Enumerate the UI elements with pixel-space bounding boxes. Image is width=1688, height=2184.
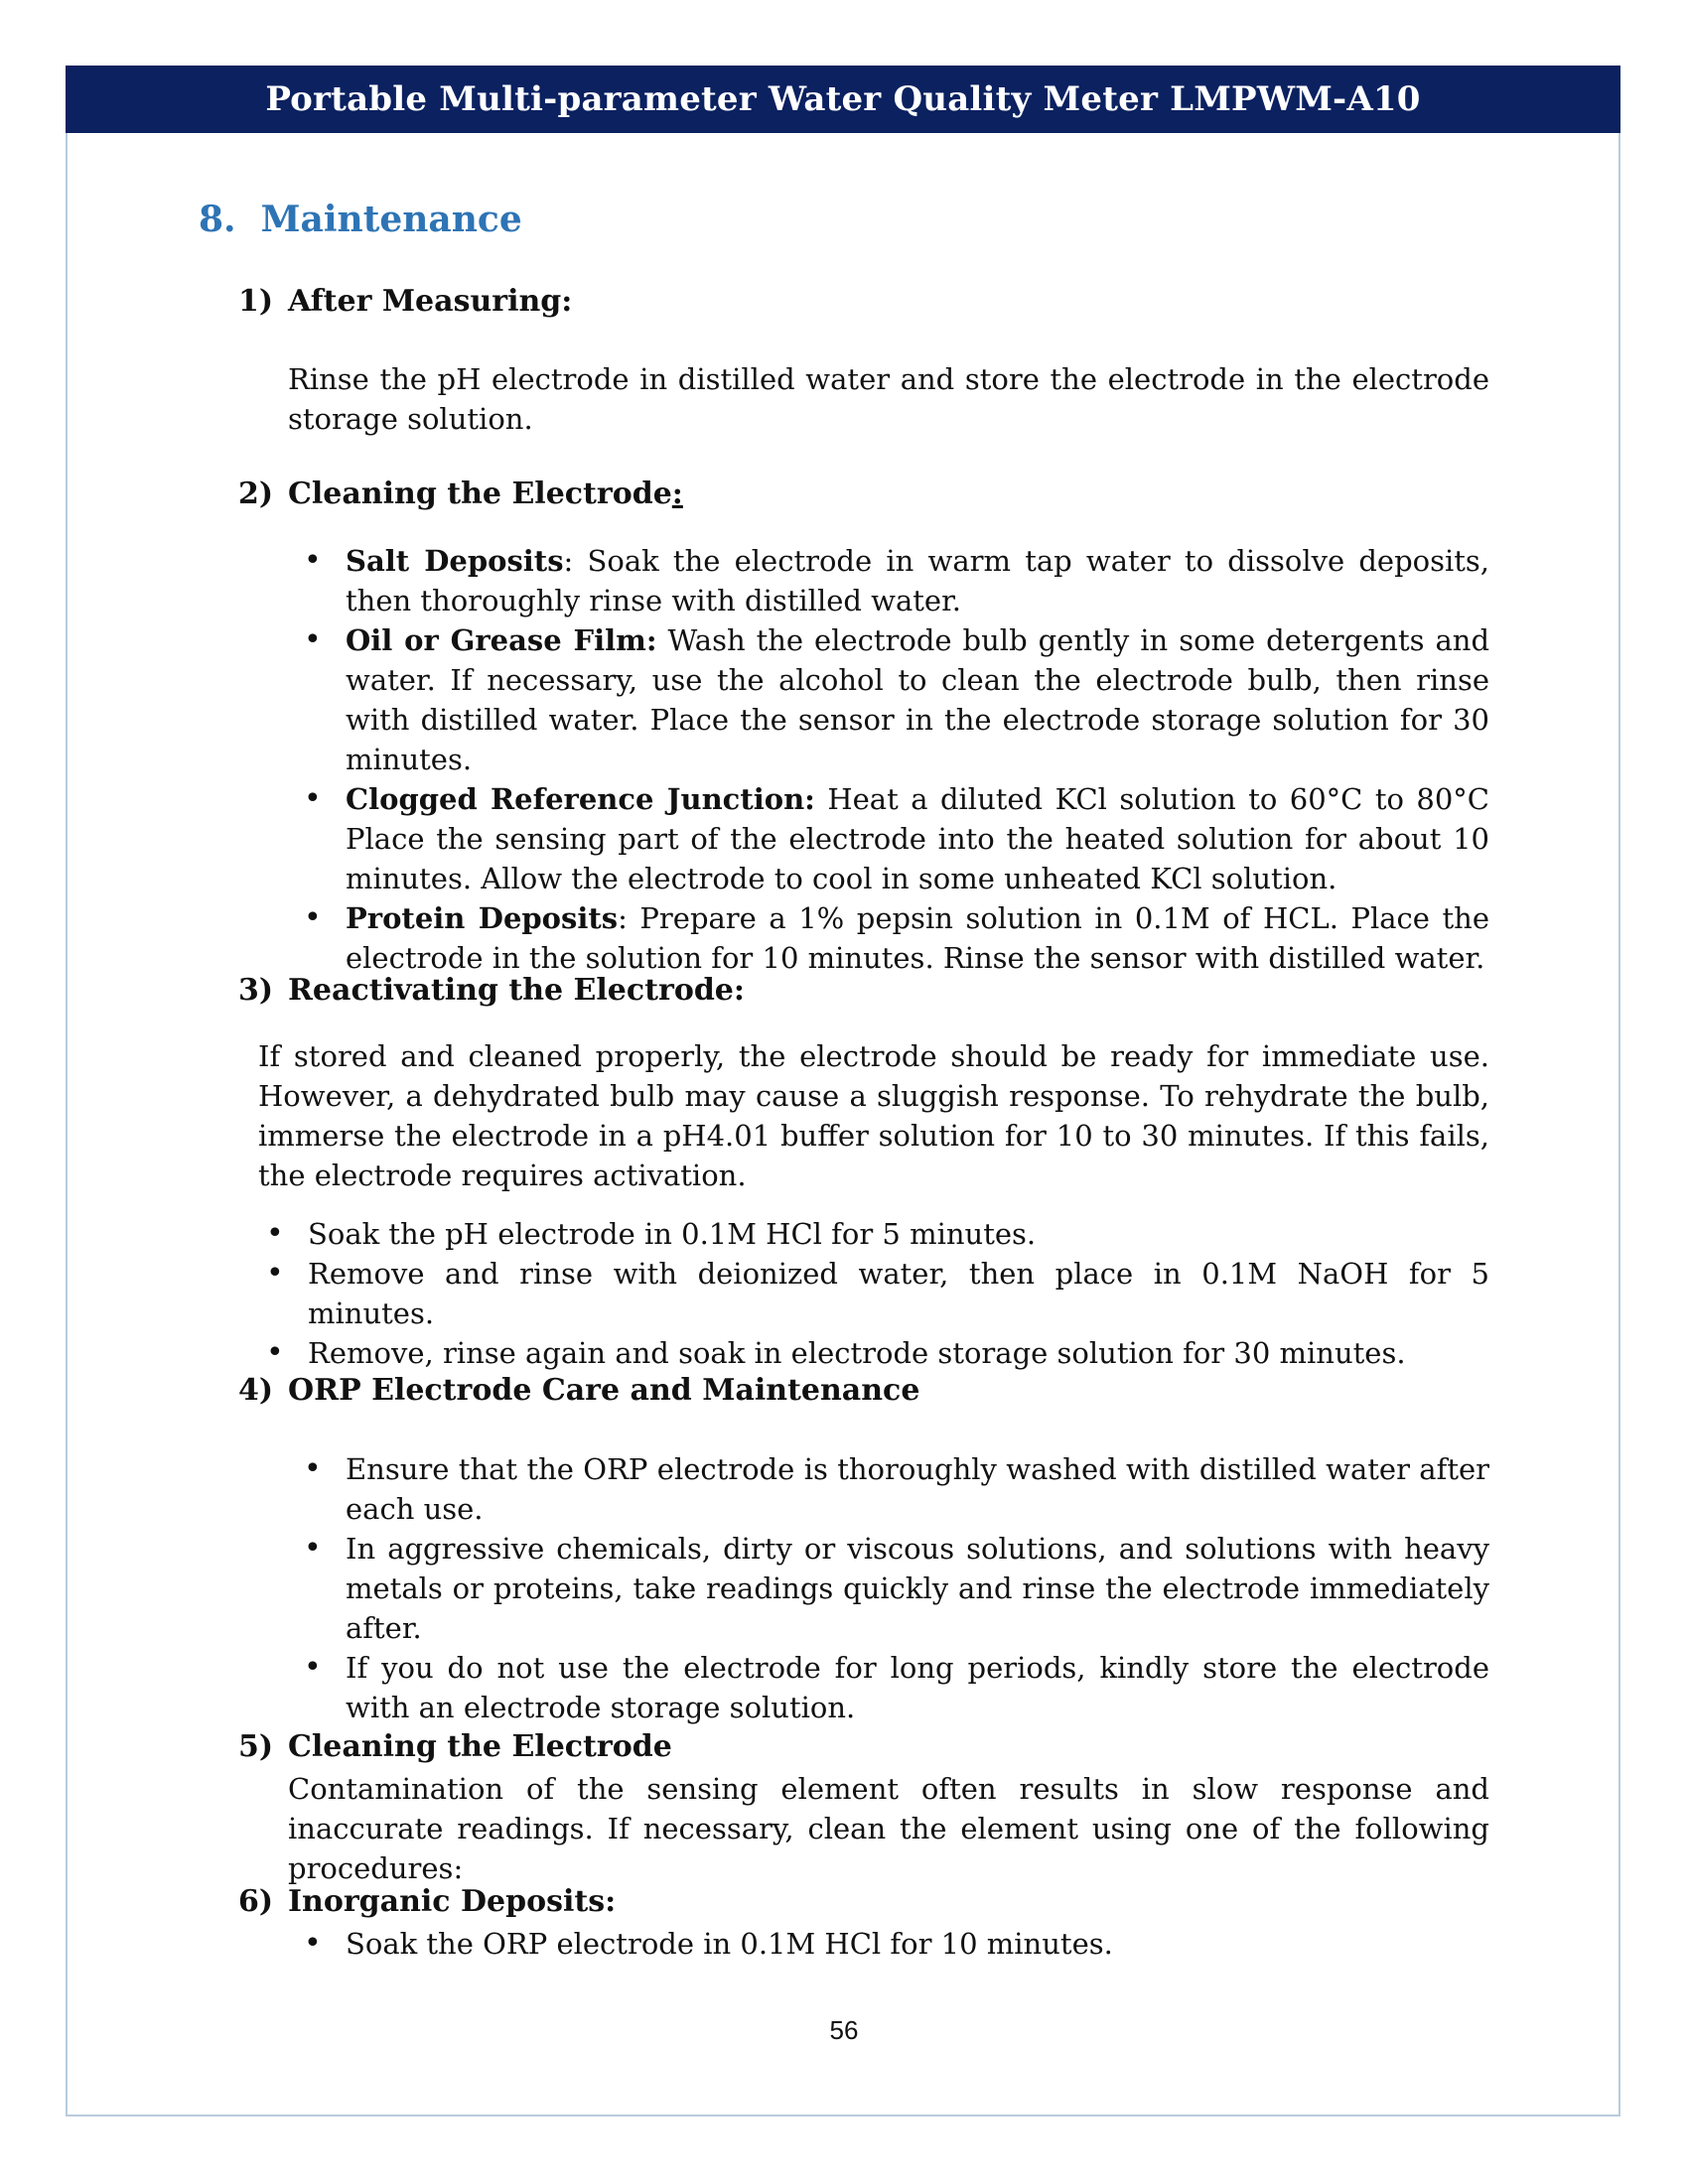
- list-item: • Soak the pH electrode in 0.1M HCl for 5 minutes.: [308, 1214, 1489, 1254]
- list-item: • If you do not use the electrode for long periods, kindly store the electrode with an electrode storage solution.: [346, 1648, 1489, 1727]
- inorganic-list: [346, 1924, 1489, 1964]
- list-item: [346, 541, 1489, 620]
- subsection-number: 6): [238, 1884, 274, 1919]
- reactivation-list: [308, 1214, 1489, 1373]
- subsection-title: Cleaning the Electrode: [288, 1729, 672, 1764]
- list-item-term: Clogged Reference Junction:: [346, 782, 815, 816]
- list-item: [346, 779, 1489, 898]
- subsection-number: 5): [238, 1729, 274, 1764]
- subsection-heading-4: [238, 1373, 919, 1408]
- list-item-text: : Prepare a 1% pepsin solution in 0.1M of HCL. Place the electrode in the solution for 10 minutes. Rinse the sensor with distilled water.: [346, 901, 1489, 975]
- list-item: • Ensure that the ORP electrode is thoroughly washed with distilled water after each use.: [346, 1449, 1489, 1529]
- subsection-heading-2: [238, 477, 683, 511]
- subsection-heading-1: [238, 284, 572, 319]
- orp-care-list: [346, 1449, 1489, 1727]
- section-heading: [199, 199, 522, 240]
- subsection-title: Cleaning the Electrode: [288, 477, 672, 511]
- subsection-title: Inorganic Deposits:: [288, 1884, 617, 1919]
- subsection-number: 3): [238, 973, 274, 1008]
- paragraph-cleaning-orp: Contamination of the sensing element often results in slow response and inaccurate readings. If necessary, clean the element using one of the following procedures:: [288, 1772, 1489, 1885]
- cleaning-list: [346, 541, 1489, 978]
- subsection-number: 2): [238, 477, 274, 511]
- paragraph-reactivating: If stored and cleaned properly, the electrode should be ready for immediate use. However, a dehydrated bulb may cause a sluggish response. To rehydrate the bulb, immerse the electrode in a pH4.01 buffer solution for 10 to 30 minutes. If this fails, the electrode requires activation.: [258, 1039, 1489, 1192]
- list-item: • Soak the ORP electrode in 0.1M HCl for 10 minutes.: [346, 1924, 1489, 1964]
- list-item-term: Salt Deposits: [346, 544, 564, 578]
- header-banner: [66, 66, 1620, 133]
- subsection-heading-6: [238, 1884, 616, 1919]
- page-number: 56: [829, 2015, 859, 2045]
- section-title: Maintenance: [260, 199, 522, 240]
- subsection-heading-3: [238, 973, 745, 1008]
- subsection-title: After Measuring:: [288, 284, 573, 319]
- subsection-title: ORP Electrode Care and Maintenance: [288, 1373, 920, 1408]
- subsection-title: Reactivating the Electrode:: [288, 973, 745, 1008]
- list-item: • Remove and rinse with deionized water, then place in 0.1M NaOH for 5 minutes.: [308, 1254, 1489, 1333]
- list-item: • In aggressive chemicals, dirty or viscous solutions, and solutions with heavy metals or proteins, take readings quickly and rinse the electrode immediately after.: [346, 1529, 1489, 1648]
- header-title: Portable Multi-parameter Water Quality Meter LMPWM-A10: [265, 79, 1421, 119]
- list-item: [346, 620, 1489, 779]
- list-item: • Remove, rinse again and soak in electrode storage solution for 30 minutes.: [308, 1333, 1489, 1373]
- section-number: 8.: [199, 199, 236, 240]
- list-item-text: Heat a diluted KCl solution to 60°C to 80°C Place the sensing part of the electrode into the heated solution for about 10 minutes. Allow the electrode to cool in some unheated KCl solution.: [346, 782, 1489, 895]
- subsection-number: 4): [238, 1373, 274, 1408]
- subsection-title-suffix: :: [671, 477, 683, 511]
- list-item: [346, 898, 1489, 978]
- paragraph-after-measuring: Rinse the pH electrode in distilled water and store the electrode in the electrode storage solution.: [288, 362, 1489, 436]
- list-item-term: Oil or Grease Film:: [346, 623, 657, 657]
- list-item-text: : Soak the electrode in warm tap water to dissolve deposits, then thoroughly rinse with distilled water.: [346, 544, 1490, 617]
- list-item-text: Wash the electrode bulb gently in some detergents and water. If necessary, use the alcohol to clean the electrode bulb, then rinse with distilled water. Place the sensor in the electrode storage solution for 30 minutes.: [346, 623, 1490, 776]
- subsection-number: 1): [238, 284, 274, 319]
- subsection-heading-5: [238, 1729, 672, 1764]
- list-item-term: Protein Deposits: [346, 901, 619, 935]
